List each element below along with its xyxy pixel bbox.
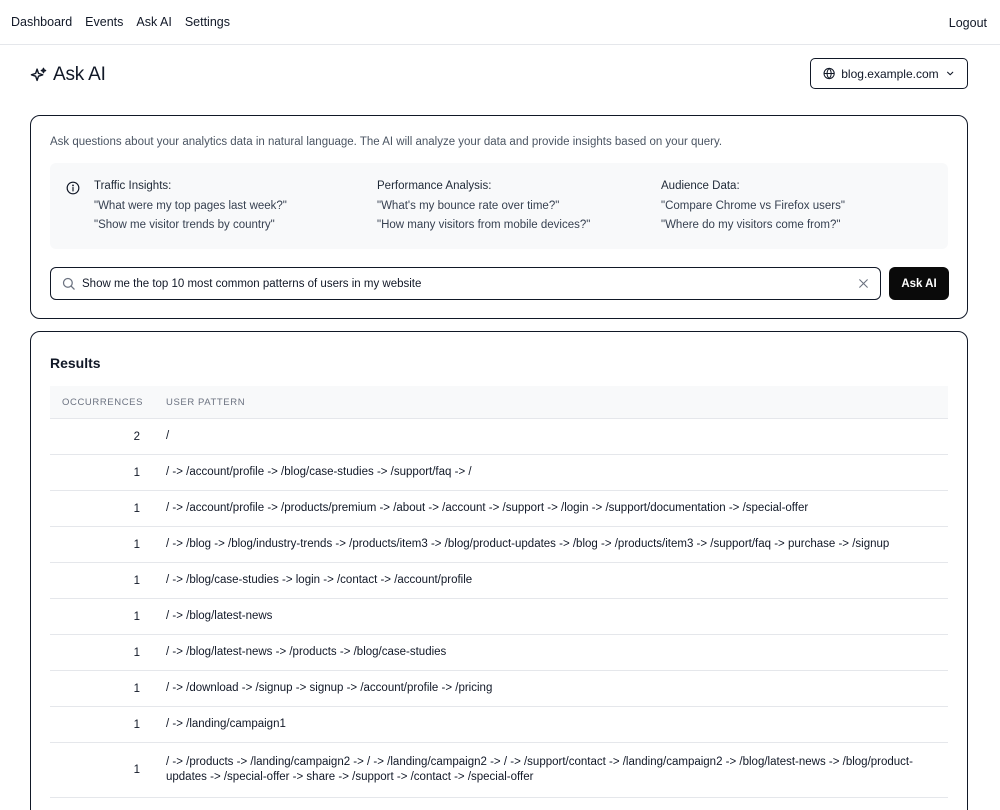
nav-link-events[interactable]: Events xyxy=(85,15,124,29)
search-icon xyxy=(61,276,76,291)
pattern-cell: / -> /products -> /landing/campaign2 -> / -> /landing/campaign2 -> / -> /support/contact -> /landing/campaign2 -> /blog/latest-news -> /blog/product-updates -> /special-offer -> share -> /support -> /contact -> /special-offer xyxy=(166,755,913,783)
results-title: Results xyxy=(50,355,101,371)
occurrences-cell: 2 xyxy=(133,430,140,443)
example-query[interactable]: "What's my bounce rate over time?" xyxy=(377,200,560,212)
table-header xyxy=(50,386,948,419)
globe-icon xyxy=(823,67,835,80)
occurrences-cell: 1 xyxy=(133,610,140,623)
nav-link-settings[interactable]: Settings xyxy=(184,15,230,29)
occurrences-cell: 1 xyxy=(133,502,140,515)
occurrences-cell: 1 xyxy=(133,646,140,659)
ask-ai-button[interactable]: Ask AI xyxy=(889,267,949,300)
pattern-cell: / -> /blog/case-studies -> login -> /contact -> /account/profile xyxy=(166,573,473,586)
example-query[interactable]: "What were my top pages last week?" xyxy=(94,200,287,212)
occurrences-cell: 1 xyxy=(133,682,140,695)
pattern-cell: / -> /account/profile -> /products/premium -> /about -> /account -> /support -> /login -> /support/documentation -> /special-offer xyxy=(166,501,809,514)
pattern-cell: / -> /account/profile -> /blog/case-studies -> /support/faq -> / xyxy=(166,465,472,478)
ask-intro: Ask questions about your analytics data in natural language. The AI will analyze your data and provide insights based on your query. xyxy=(50,136,723,148)
example-group-title: Traffic Insights: xyxy=(94,180,172,192)
example-query[interactable]: "How many visitors from mobile devices?" xyxy=(377,219,591,231)
ask-card xyxy=(30,115,968,319)
pattern-cell: / -> /blog/latest-news xyxy=(166,609,273,622)
table-row xyxy=(50,671,948,707)
example-group-traffic xyxy=(94,180,287,235)
pattern-cell: / -> /download -> /signup -> signup -> /account/profile -> /pricing xyxy=(166,681,493,694)
occurrences-cell: 1 xyxy=(133,764,140,776)
occurrences-cell: 1 xyxy=(133,466,140,479)
table-row xyxy=(50,563,948,599)
occurrences-cell: 1 xyxy=(133,718,140,731)
table-row xyxy=(50,491,948,527)
site-selector[interactable] xyxy=(810,58,968,89)
table-row xyxy=(50,455,948,491)
example-group-title: Performance Analysis: xyxy=(377,180,492,192)
example-query[interactable]: "Where do my visitors come from?" xyxy=(661,219,841,231)
pattern-cell: / xyxy=(166,429,170,442)
column-header-occurrences[interactable]: OCCURRENCES xyxy=(62,396,144,408)
nav-link-ask-ai[interactable]: Ask AI xyxy=(136,15,172,29)
example-query[interactable]: "Compare Chrome vs Firefox users" xyxy=(661,200,845,212)
example-query[interactable]: "Show me visitor trends by country" xyxy=(94,219,275,231)
page-title: Ask AI xyxy=(53,64,106,85)
occurrences-cell: 1 xyxy=(133,574,140,587)
table-row xyxy=(50,743,948,798)
chevron-down-icon xyxy=(945,68,955,79)
column-header-user-pattern[interactable]: USER PATTERN xyxy=(166,396,246,408)
table-row xyxy=(50,599,948,635)
table-row xyxy=(50,635,948,671)
table-row xyxy=(50,527,948,563)
pattern-cell: / -> /landing/campaign1 xyxy=(166,717,286,730)
logout-link[interactable]: Logout xyxy=(948,16,987,30)
nav-link-dashboard[interactable]: Dashboard xyxy=(11,15,73,29)
clear-icon[interactable] xyxy=(857,277,870,290)
table-row xyxy=(50,707,948,743)
example-group-audience xyxy=(661,180,845,235)
example-group-title: Audience Data: xyxy=(661,180,740,192)
sparkles-icon xyxy=(30,67,47,84)
example-group-performance xyxy=(377,180,590,235)
top-nav xyxy=(0,0,1000,45)
results-table xyxy=(50,386,948,798)
pattern-cell: / -> /blog/latest-news -> /products -> /blog/case-studies xyxy=(166,645,447,658)
table-row xyxy=(50,419,948,455)
search-input[interactable] xyxy=(82,274,842,294)
nav-links xyxy=(11,15,230,29)
info-icon xyxy=(66,181,80,195)
example-queries xyxy=(50,163,948,249)
search-box xyxy=(50,267,881,300)
pattern-cell: / -> /blog -> /blog/industry-trends -> /products/item3 -> /blog/product-updates -> /blog -> /products/item3 -> /support/faq -> purchase -> /signup xyxy=(166,537,890,550)
site-selector-value: blog.example.com xyxy=(841,66,939,81)
page-header xyxy=(30,60,106,90)
results-card xyxy=(30,331,968,810)
occurrences-cell: 1 xyxy=(133,538,140,551)
